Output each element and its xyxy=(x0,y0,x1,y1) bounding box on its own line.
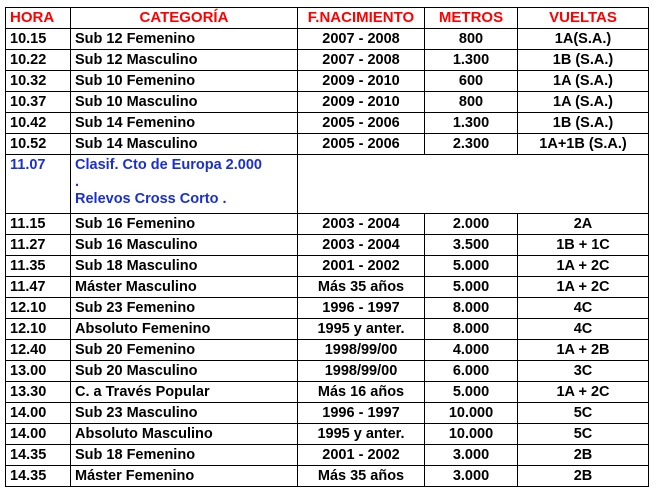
cell-categoria: Sub 20 Femenino xyxy=(71,340,298,361)
table-row xyxy=(6,298,649,319)
cell-hora: 10.42 xyxy=(6,113,71,134)
cell-hora: 14.00 xyxy=(6,403,71,424)
cell-vueltas: 2B xyxy=(518,466,649,487)
cell-categoria: Sub 20 Masculino xyxy=(71,361,298,382)
cell-nacimiento: 2007 - 2008 xyxy=(298,29,425,50)
special-empty-met xyxy=(425,155,518,214)
cell-nacimiento: 1996 - 1997 xyxy=(298,403,425,424)
cell-nacimiento: 2009 - 2010 xyxy=(298,92,425,113)
cell-metros: 5.000 xyxy=(425,277,518,298)
cell-categoria: Máster Femenino xyxy=(71,466,298,487)
header-metros: METROS xyxy=(425,8,518,29)
header-hora: HORA xyxy=(6,8,71,29)
cell-vueltas: 1B (S.A.) xyxy=(518,50,649,71)
table-row xyxy=(6,424,649,445)
cell-metros: 800 xyxy=(425,92,518,113)
cell-metros: 5.000 xyxy=(425,256,518,277)
cell-hora: 10.15 xyxy=(6,29,71,50)
cell-nacimiento: 2003 - 2004 xyxy=(298,214,425,235)
header-categoria: CATEGORÍA xyxy=(71,8,298,29)
cell-metros: 2.000 xyxy=(425,214,518,235)
cell-categoria: Máster Masculino xyxy=(71,277,298,298)
cell-hora: 14.35 xyxy=(6,445,71,466)
cell-vueltas: 2B xyxy=(518,445,649,466)
table-row xyxy=(6,403,649,424)
cell-categoria: Sub 10 Femenino xyxy=(71,71,298,92)
cell-vueltas: 1A+1B (S.A.) xyxy=(518,134,649,155)
table-row xyxy=(6,214,649,235)
special-empty-nac xyxy=(298,155,425,214)
cell-hora: 10.32 xyxy=(6,71,71,92)
schedule-table xyxy=(5,7,649,487)
cell-vueltas: 4C xyxy=(518,319,649,340)
table-row xyxy=(6,92,649,113)
cell-vueltas: 1B + 1C xyxy=(518,235,649,256)
cell-categoria: Sub 16 Masculino xyxy=(71,235,298,256)
special-line-2: . xyxy=(75,174,80,190)
special-line-1: Clasif. Cto de Europa 2.000 xyxy=(75,157,262,173)
cell-categoria: Absoluto Femenino xyxy=(71,319,298,340)
cell-metros: 1.300 xyxy=(425,50,518,71)
cell-metros: 1.300 xyxy=(425,113,518,134)
cell-categoria: Absoluto Masculino xyxy=(71,424,298,445)
cell-metros: 3.500 xyxy=(425,235,518,256)
cell-metros: 600 xyxy=(425,71,518,92)
cell-vueltas: 1A(S.A.) xyxy=(518,29,649,50)
cell-metros: 6.000 xyxy=(425,361,518,382)
cell-hora: 14.35 xyxy=(6,466,71,487)
table-row xyxy=(6,445,649,466)
special-empty-vue xyxy=(518,155,649,214)
cell-metros: 5.000 xyxy=(425,382,518,403)
cell-categoria: Sub 12 Masculino xyxy=(71,50,298,71)
cell-hora: 10.37 xyxy=(6,92,71,113)
cell-vueltas: 2A xyxy=(518,214,649,235)
cell-hora: 11.47 xyxy=(6,277,71,298)
table-row xyxy=(6,134,649,155)
table-row xyxy=(6,361,649,382)
cell-hora: 10.52 xyxy=(6,134,71,155)
cell-nacimiento: 1996 - 1997 xyxy=(298,298,425,319)
cell-hora: 12.10 xyxy=(6,298,71,319)
cell-hora: 13.30 xyxy=(6,382,71,403)
cell-nacimiento: Más 16 años xyxy=(298,382,425,403)
cell-nacimiento: 2005 - 2006 xyxy=(298,113,425,134)
cell-categoria: Sub 16 Femenino xyxy=(71,214,298,235)
cell-hora: 11.27 xyxy=(6,235,71,256)
cell-nacimiento: 2003 - 2004 xyxy=(298,235,425,256)
cell-hora: 11.15 xyxy=(6,214,71,235)
cell-hora: 11.35 xyxy=(6,256,71,277)
cell-metros: 2.300 xyxy=(425,134,518,155)
cell-metros: 3.000 xyxy=(425,445,518,466)
cell-metros: 3.000 xyxy=(425,466,518,487)
special-line-3: Relevos Cross Corto . xyxy=(75,191,227,207)
cell-vueltas: 5C xyxy=(518,403,649,424)
cell-categoria: C. a Través Popular xyxy=(71,382,298,403)
cell-nacimiento: 1998/99/00 xyxy=(298,340,425,361)
table-row xyxy=(6,466,649,487)
schedule-body-second xyxy=(6,214,649,487)
cell-vueltas: 1A (S.A.) xyxy=(518,92,649,113)
cell-categoria: Sub 12 Femenino xyxy=(71,29,298,50)
cell-hora: 12.40 xyxy=(6,340,71,361)
cell-nacimiento: 2007 - 2008 xyxy=(298,50,425,71)
table-row xyxy=(6,277,649,298)
cell-categoria: Sub 18 Masculino xyxy=(71,256,298,277)
cell-vueltas: 5C xyxy=(518,424,649,445)
cell-vueltas: 3C xyxy=(518,361,649,382)
cell-nacimiento: 1998/99/00 xyxy=(298,361,425,382)
cell-vueltas: 1A + 2C xyxy=(518,277,649,298)
cell-nacimiento: 2005 - 2006 xyxy=(298,134,425,155)
cell-nacimiento: 2009 - 2010 xyxy=(298,71,425,92)
cell-nacimiento: 1995 y anter. xyxy=(298,319,425,340)
cell-vueltas: 1B (S.A.) xyxy=(518,113,649,134)
cell-metros: 800 xyxy=(425,29,518,50)
cell-vueltas: 4C xyxy=(518,298,649,319)
table-row xyxy=(6,50,649,71)
cell-categoria: Sub 10 Masculino xyxy=(71,92,298,113)
cell-metros: 8.000 xyxy=(425,319,518,340)
cell-vueltas: 1A + 2B xyxy=(518,340,649,361)
table-row xyxy=(6,340,649,361)
cell-hora: 14.00 xyxy=(6,424,71,445)
cell-metros: 10.000 xyxy=(425,403,518,424)
special-hora: 11.07 xyxy=(6,155,71,214)
special-row xyxy=(6,155,649,214)
table-row xyxy=(6,382,649,403)
cell-hora: 13.00 xyxy=(6,361,71,382)
schedule-body-first xyxy=(6,29,649,155)
schedule-container xyxy=(5,7,649,487)
cell-vueltas: 1A (S.A.) xyxy=(518,71,649,92)
header-vueltas: VUELTAS xyxy=(518,8,649,29)
header-row xyxy=(6,8,649,29)
cell-metros: 4.000 xyxy=(425,340,518,361)
cell-hora: 12.10 xyxy=(6,319,71,340)
cell-metros: 10.000 xyxy=(425,424,518,445)
cell-categoria: Sub 14 Femenino xyxy=(71,113,298,134)
header-nacimiento: F.NACIMIENTO xyxy=(298,8,425,29)
cell-vueltas: 1A + 2C xyxy=(518,256,649,277)
special-categoria xyxy=(71,155,298,214)
table-row xyxy=(6,256,649,277)
table-row xyxy=(6,29,649,50)
cell-nacimiento: Más 35 años xyxy=(298,277,425,298)
cell-hora: 10.22 xyxy=(6,50,71,71)
table-row xyxy=(6,235,649,256)
cell-categoria: Sub 23 Masculino xyxy=(71,403,298,424)
cell-nacimiento: Más 35 años xyxy=(298,466,425,487)
cell-categoria: Sub 14 Masculino xyxy=(71,134,298,155)
cell-nacimiento: 2001 - 2002 xyxy=(298,256,425,277)
cell-metros: 8.000 xyxy=(425,298,518,319)
cell-vueltas: 1A + 2C xyxy=(518,382,649,403)
schedule-body-special xyxy=(6,155,649,214)
table-row xyxy=(6,71,649,92)
cell-categoria: Sub 23 Femenino xyxy=(71,298,298,319)
table-row xyxy=(6,319,649,340)
cell-nacimiento: 1995 y anter. xyxy=(298,424,425,445)
cell-nacimiento: 2001 - 2002 xyxy=(298,445,425,466)
cell-categoria: Sub 18 Femenino xyxy=(71,445,298,466)
table-row xyxy=(6,113,649,134)
